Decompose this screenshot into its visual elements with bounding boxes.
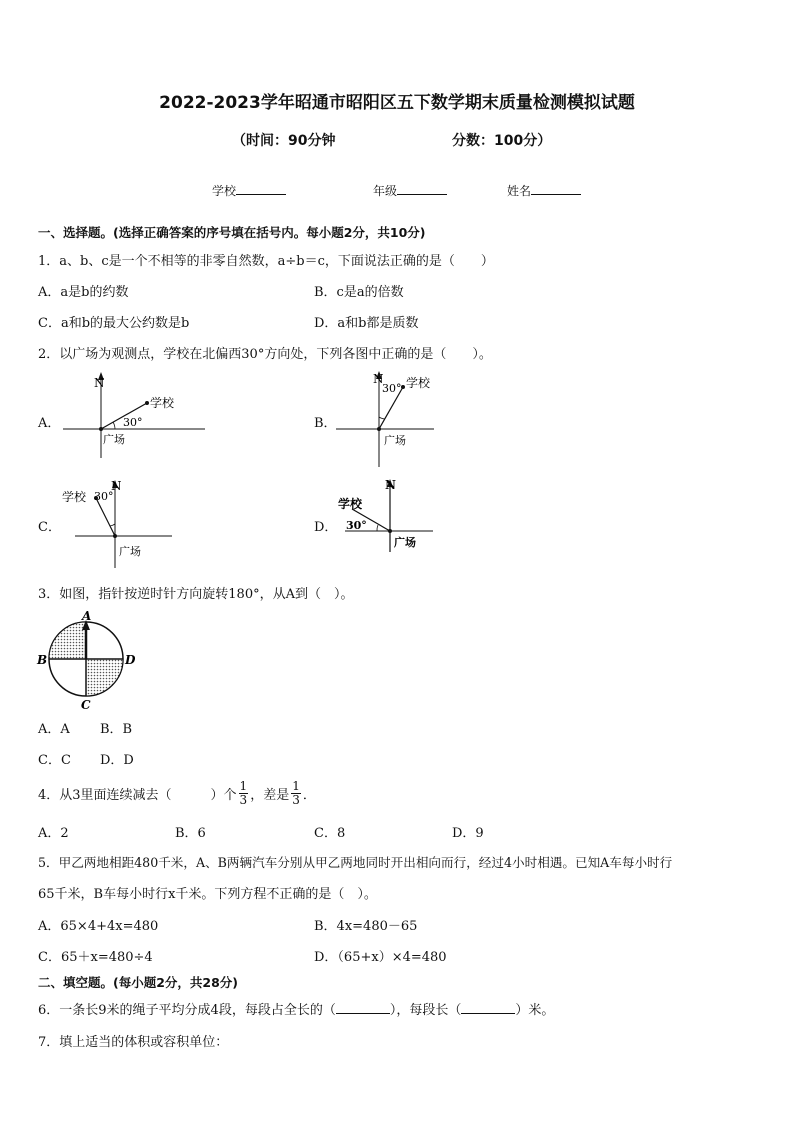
school-blank[interactable] — [236, 182, 286, 195]
section2-heading: 二、填空题。(每小题2分，共28分) — [38, 975, 239, 990]
q1-option-b[interactable]: B．c是a的倍数 — [314, 285, 404, 300]
school-label: 学校 — [212, 184, 237, 198]
q6-text-a: 6．一条长9米的绳子平均分成4段，每段占全长的（ — [38, 1003, 336, 1018]
fraction-denominator: 3 — [292, 792, 300, 807]
q2-diagram-b — [332, 367, 442, 470]
school-label: 学校 — [406, 376, 431, 390]
q2-text: 2．以广场为观测点，学校在北偏西30°方向处，下列各图中正确的是（ ）。 — [38, 347, 492, 362]
name-label: 姓名 — [507, 184, 532, 198]
q2-diagram-a — [55, 370, 205, 465]
q6-answer-blank-2[interactable] — [461, 1001, 515, 1014]
grade-blank[interactable] — [397, 182, 447, 195]
q4-fraction-2 — [291, 780, 301, 807]
q4-option-a[interactable]: A．2 — [38, 826, 69, 841]
angle-label: 30° — [94, 490, 114, 503]
grade-field — [373, 182, 447, 199]
q3-circle-diagram — [36, 608, 140, 712]
q2-diagram-d — [333, 474, 437, 554]
fraction-numerator: 1 — [292, 778, 300, 793]
q6-text — [38, 999, 554, 1018]
point-d-label: D — [125, 653, 136, 667]
q3-text: 3．如图，指针按逆时针方向旋转180°，从A到（ ）。 — [38, 587, 354, 602]
q5-option-d[interactable]: D．（65+x）×4=480 — [314, 950, 447, 965]
north-label: N — [111, 479, 122, 493]
fraction-numerator: 1 — [239, 778, 248, 793]
q4-option-c[interactable]: C．8 — [314, 826, 346, 841]
q2-option-d-label[interactable]: D． — [314, 520, 338, 535]
school-label: 学校 — [338, 497, 363, 511]
square-label: 广场 — [394, 536, 416, 549]
q3-option-c[interactable]: C．C — [38, 753, 71, 768]
square-label: 广场 — [384, 434, 406, 447]
q2-option-c-label[interactable]: C． — [38, 520, 61, 535]
q2-option-b-label[interactable]: B． — [314, 416, 337, 431]
exam-time: （时间：90分钟 — [232, 133, 336, 149]
q4-text — [38, 776, 316, 810]
q4-text-a: 4．从3里面连续减去（ ）个 — [38, 787, 237, 803]
q1-option-c[interactable]: C．a和b的最大公约数是b — [38, 316, 190, 331]
north-label: N — [373, 372, 384, 386]
q3-option-a[interactable]: A．A — [38, 722, 70, 737]
q4-option-d[interactable]: D．9 — [452, 826, 484, 841]
point-a-label: A — [82, 609, 92, 623]
square-label: 广场 — [103, 433, 125, 446]
q3-option-b[interactable]: B．B — [100, 722, 133, 737]
q7-text: 7．填上适当的体积或容积单位： — [38, 1035, 229, 1050]
point-b-label: B — [37, 653, 48, 667]
q1-option-a[interactable]: A．a是b的约数 — [38, 285, 129, 300]
q3-option-d[interactable]: D．D — [100, 753, 134, 768]
angle-label: 30° — [123, 416, 143, 429]
q2-option-a-label[interactable]: A． — [38, 416, 61, 431]
school-field — [212, 182, 286, 199]
north-label: N — [94, 376, 105, 390]
angle-label: 30° — [382, 382, 402, 395]
q2-diagram-c — [60, 476, 175, 570]
school-label: 学校 — [150, 396, 175, 410]
q6-text-b: ），每段长（ — [389, 1003, 462, 1018]
grade-label: 年级 — [373, 184, 398, 198]
q4-text-b: ，差是 — [250, 787, 290, 803]
section1-heading: 一、选择题。(选择正确答案的序号填在括号内。每小题2分，共10分) — [38, 225, 426, 240]
q1-text: 1．a、b、c是一个不相等的非零自然数，a÷b＝c，下面说法正确的是（ ） — [38, 254, 494, 269]
q5-option-a[interactable]: A．65×4+4x=480 — [38, 919, 159, 934]
name-field — [507, 182, 581, 199]
angle-label: 30° — [346, 519, 367, 532]
q6-answer-blank-1[interactable] — [336, 1001, 390, 1014]
north-label: N — [385, 478, 396, 492]
exam-score: 分数：100分） — [452, 133, 552, 149]
fraction-denominator: 3 — [239, 792, 248, 807]
q5-line1: 5．甲乙两地相距480千米，A、B两辆汽车分别从甲乙两地同时开出相向而行，经过4小时相遇。已知A车每小时行 — [38, 855, 673, 870]
q1-option-d[interactable]: D．a和b都是质数 — [314, 316, 419, 331]
q4-option-b[interactable]: B．6 — [175, 826, 206, 841]
square-label: 广场 — [119, 545, 141, 558]
q4-fraction-1 — [239, 780, 249, 807]
q6-text-c: ）米。 — [515, 1003, 555, 1018]
name-blank[interactable] — [531, 182, 581, 195]
q4-text-c: ． — [302, 787, 316, 803]
school-label: 学校 — [62, 490, 87, 504]
q5-line2: 65千米，B车每小时行x千米。下列方程不正确的是（ ）。 — [38, 887, 377, 902]
point-c-label: C — [81, 698, 91, 712]
q5-option-b[interactable]: B．4x=480－65 — [314, 919, 418, 934]
page-title: 2022-2023学年昭通市昭阳区五下数学期末质量检测模拟试题 — [159, 93, 635, 113]
q5-option-c[interactable]: C．65＋x=480÷4 — [38, 950, 153, 965]
